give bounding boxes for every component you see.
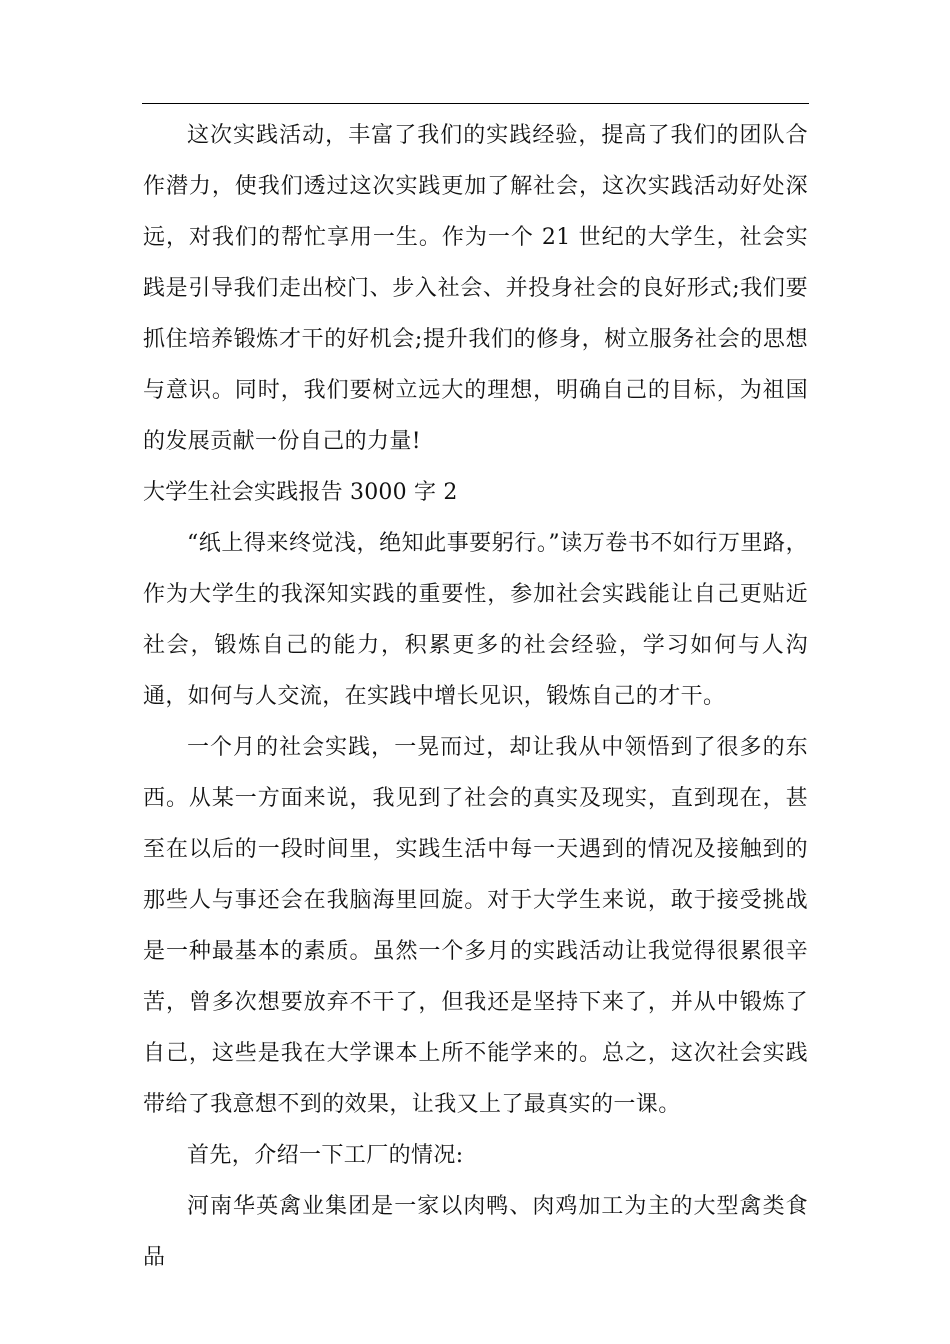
header-rule: [142, 103, 809, 104]
section-heading: 大学生社会实践报告 3000 字 2: [143, 480, 458, 505]
paragraph: 首先，介绍一下工厂的情况:: [187, 1143, 464, 1168]
paragraph: “纸上得来终觉浅，绝知此事要躬行。”读万卷书不如行万里路，作为大学生的我深知实践的重要性，参加社会实践能让自己更贴近社会，锻炼自己的能力，积累更多的社会经验，学习如何与人沟通，如何与人交流，在实践中增长见识，锻炼自己的才干。: [143, 531, 808, 709]
document-body: [143, 110, 808, 1283]
paragraph: 河南华英禽业集团是一家以肉鸭、肉鸡加工为主的大型禽类食品: [143, 1194, 808, 1270]
paragraph: 这次实践活动，丰富了我们的实践经验，提高了我们的团队合作潜力，使我们透过这次实践更加了解社会，这次实践活动好处深远，对我们的帮忙享用一生。作为一个 21 世纪的大学生，社会实践是引导我们走出校门、步入社会、并投身社会的良好形式;我们要抓住培养锻炼才干的好机会;提升我们的修身，树立服务社会的思想与意识。同时，我们要树立远大的理想，明确自己的目标，为祖国的发展贡献一份自己的力量!: [143, 123, 808, 454]
paragraph: 一个月的社会实践，一晃而过，却让我从中领悟到了很多的东西。从某一方面来说，我见到了社会的真实及现实，直到现在，甚至在以后的一段时间里，实践生活中每一天遇到的情况及接触到的那些人与事还会在我脑海里回旋。对于大学生来说，敢于接受挑战是一种最基本的素质。虽然一个多月的实践活动让我觉得很累很辛苦，曾多次想要放弃不干了，但我还是坚持下来了，并从中锻炼了自己，这些是我在大学课本上所不能学来的。总之，这次社会实践带给了我意想不到的效果，让我又上了最真实的一课。: [143, 735, 808, 1117]
